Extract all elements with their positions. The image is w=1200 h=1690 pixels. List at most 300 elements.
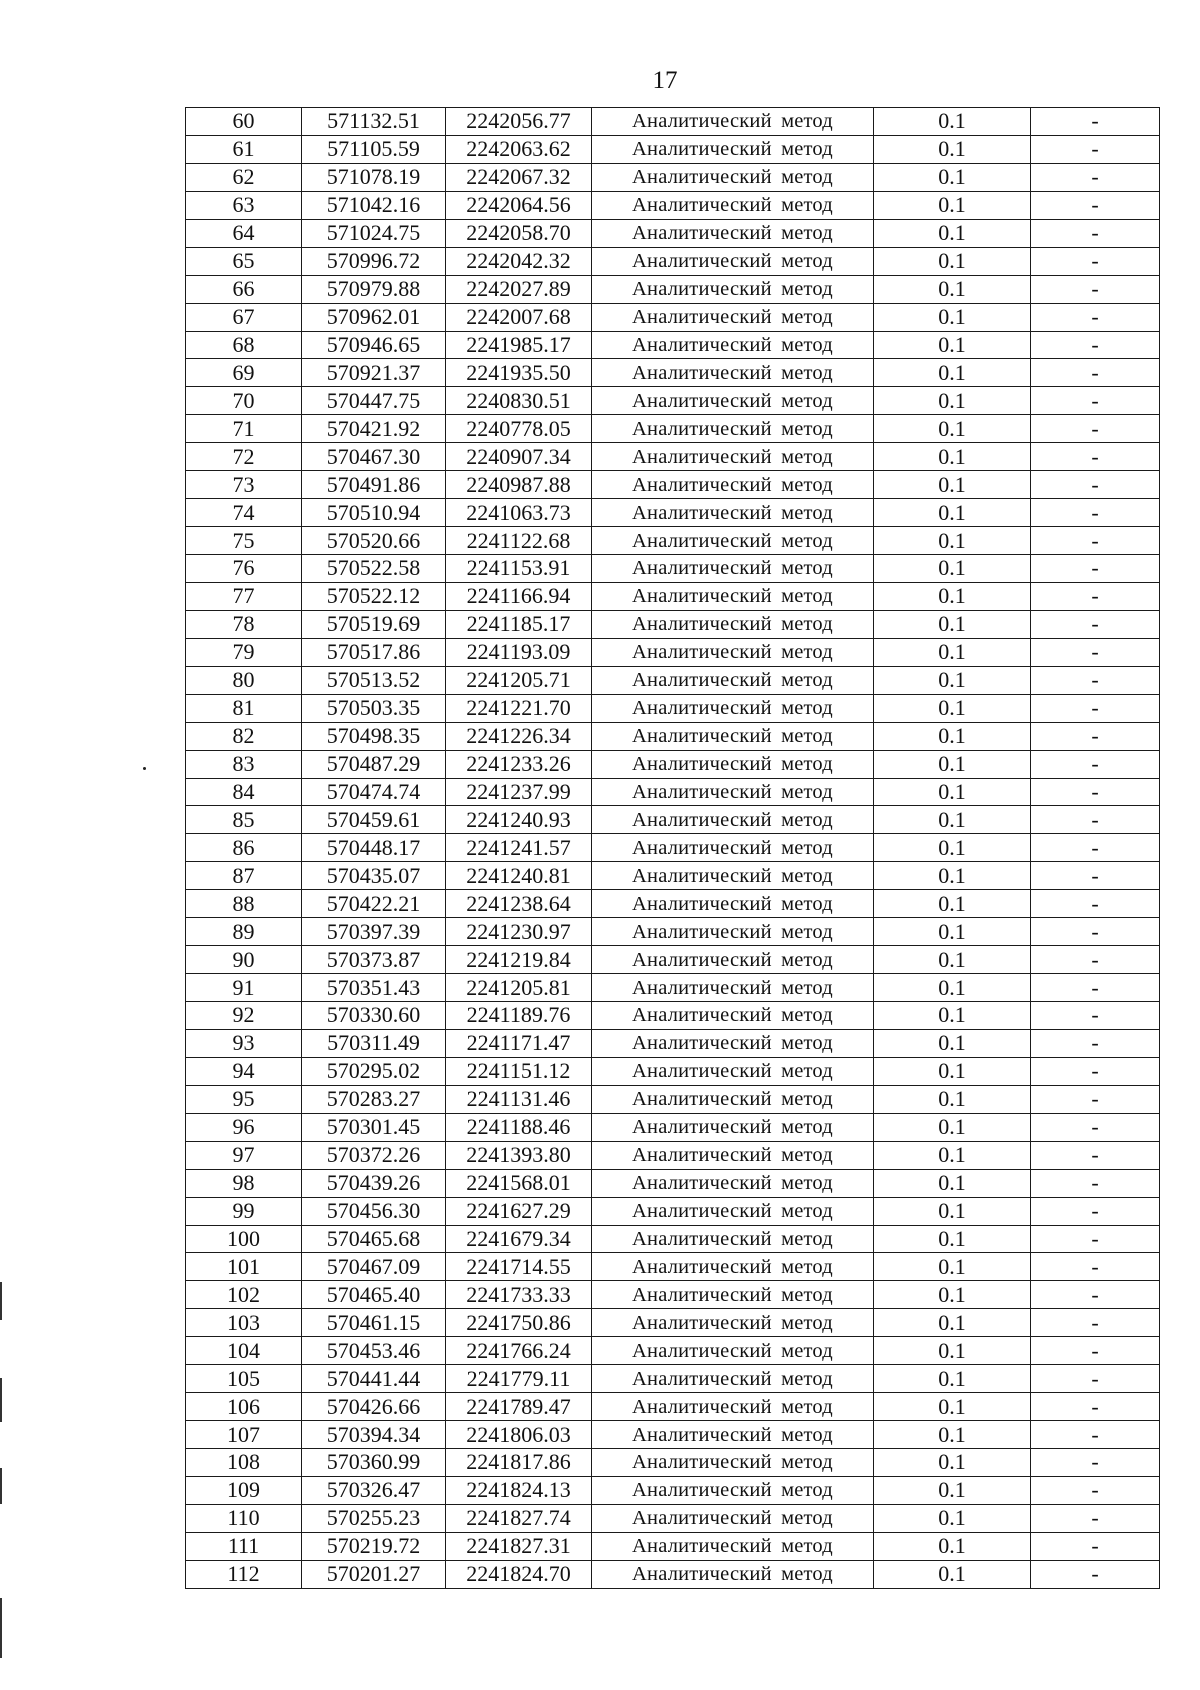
table-row <box>186 1393 1160 1421</box>
accuracy-cell: 0.1 <box>874 135 1031 163</box>
table-row <box>186 1197 1160 1225</box>
accuracy-cell: 0.1 <box>874 359 1031 387</box>
extra-cell: - <box>1031 666 1160 694</box>
point-number-cell: 64 <box>186 219 302 247</box>
accuracy-cell: 0.1 <box>874 918 1031 946</box>
table-row <box>186 1085 1160 1113</box>
accuracy-cell: 0.1 <box>874 946 1031 974</box>
x-coordinate-cell: 571105.59 <box>302 135 446 163</box>
x-coordinate-cell: 570467.30 <box>302 443 446 471</box>
accuracy-cell: 0.1 <box>874 1560 1031 1588</box>
x-coordinate-cell: 570465.68 <box>302 1225 446 1253</box>
y-coordinate-cell: 2241985.17 <box>446 331 592 359</box>
point-number-cell: 98 <box>186 1169 302 1197</box>
y-coordinate-cell: 2241230.97 <box>446 918 592 946</box>
x-coordinate-cell: 570422.21 <box>302 890 446 918</box>
y-coordinate-cell: 2241935.50 <box>446 359 592 387</box>
method-cell: Аналитический метод <box>592 1029 874 1057</box>
point-number-cell: 69 <box>186 359 302 387</box>
x-coordinate-cell: 570295.02 <box>302 1057 446 1085</box>
accuracy-cell: 0.1 <box>874 108 1031 136</box>
method-cell: Аналитический метод <box>592 1002 874 1030</box>
table-row <box>186 750 1160 778</box>
x-coordinate-cell: 571132.51 <box>302 108 446 136</box>
y-coordinate-cell: 2241393.80 <box>446 1141 592 1169</box>
extra-cell: - <box>1031 1141 1160 1169</box>
x-coordinate-cell: 570330.60 <box>302 1002 446 1030</box>
y-coordinate-cell: 2241733.33 <box>446 1281 592 1309</box>
x-coordinate-cell: 570459.61 <box>302 806 446 834</box>
x-coordinate-cell: 570519.69 <box>302 610 446 638</box>
accuracy-cell: 0.1 <box>874 499 1031 527</box>
accuracy-cell: 0.1 <box>874 750 1031 778</box>
y-coordinate-cell: 2241238.64 <box>446 890 592 918</box>
point-number-cell: 100 <box>186 1225 302 1253</box>
table-row <box>186 331 1160 359</box>
accuracy-cell: 0.1 <box>874 555 1031 583</box>
point-number-cell: 110 <box>186 1504 302 1532</box>
x-coordinate-cell: 570503.35 <box>302 694 446 722</box>
x-coordinate-cell: 570372.26 <box>302 1141 446 1169</box>
y-coordinate-cell: 2242067.32 <box>446 163 592 191</box>
table-row <box>186 275 1160 303</box>
point-number-cell: 93 <box>186 1029 302 1057</box>
x-coordinate-cell: 570301.45 <box>302 1113 446 1141</box>
extra-cell: - <box>1031 1309 1160 1337</box>
accuracy-cell: 0.1 <box>874 163 1031 191</box>
table-row <box>186 1337 1160 1365</box>
extra-cell: - <box>1031 275 1160 303</box>
x-coordinate-cell: 570474.74 <box>302 778 446 806</box>
method-cell: Аналитический метод <box>592 275 874 303</box>
accuracy-cell: 0.1 <box>874 247 1031 275</box>
x-coordinate-cell: 570487.29 <box>302 750 446 778</box>
y-coordinate-cell: 2241205.81 <box>446 974 592 1002</box>
table-row <box>186 694 1160 722</box>
y-coordinate-cell: 2241627.29 <box>446 1197 592 1225</box>
table-row <box>186 527 1160 555</box>
x-coordinate-cell: 570426.66 <box>302 1393 446 1421</box>
accuracy-cell: 0.1 <box>874 1002 1031 1030</box>
extra-cell: - <box>1031 331 1160 359</box>
extra-cell: - <box>1031 1476 1160 1504</box>
coordinates-table-body <box>186 108 1160 1589</box>
point-number-cell: 63 <box>186 191 302 219</box>
accuracy-cell: 0.1 <box>874 275 1031 303</box>
point-number-cell: 104 <box>186 1337 302 1365</box>
table-row <box>186 582 1160 610</box>
y-coordinate-cell: 2241188.46 <box>446 1113 592 1141</box>
coordinates-table <box>185 107 1160 1589</box>
x-coordinate-cell: 570435.07 <box>302 862 446 890</box>
y-coordinate-cell: 2241750.86 <box>446 1309 592 1337</box>
method-cell: Аналитический метод <box>592 1476 874 1504</box>
y-coordinate-cell: 2241679.34 <box>446 1225 592 1253</box>
accuracy-cell: 0.1 <box>874 1197 1031 1225</box>
point-number-cell: 95 <box>186 1085 302 1113</box>
table-row <box>186 1309 1160 1337</box>
y-coordinate-cell: 2241240.81 <box>446 862 592 890</box>
x-coordinate-cell: 570255.23 <box>302 1504 446 1532</box>
y-coordinate-cell: 2241568.01 <box>446 1169 592 1197</box>
x-coordinate-cell: 570996.72 <box>302 247 446 275</box>
accuracy-cell: 0.1 <box>874 1141 1031 1169</box>
method-cell: Аналитический метод <box>592 1560 874 1588</box>
extra-cell: - <box>1031 219 1160 247</box>
accuracy-cell: 0.1 <box>874 1057 1031 1085</box>
extra-cell: - <box>1031 1113 1160 1141</box>
point-number-cell: 82 <box>186 722 302 750</box>
extra-cell: - <box>1031 722 1160 750</box>
table-row <box>186 722 1160 750</box>
extra-cell: - <box>1031 890 1160 918</box>
accuracy-cell: 0.1 <box>874 1421 1031 1449</box>
extra-cell: - <box>1031 946 1160 974</box>
table-row <box>186 1113 1160 1141</box>
x-coordinate-cell: 570351.43 <box>302 974 446 1002</box>
x-coordinate-cell: 570517.86 <box>302 638 446 666</box>
table-row <box>186 1476 1160 1504</box>
point-number-cell: 105 <box>186 1365 302 1393</box>
x-coordinate-cell: 570394.34 <box>302 1421 446 1449</box>
accuracy-cell: 0.1 <box>874 974 1031 1002</box>
extra-cell: - <box>1031 1560 1160 1588</box>
point-number-cell: 66 <box>186 275 302 303</box>
y-coordinate-cell: 2241824.70 <box>446 1560 592 1588</box>
point-number-cell: 109 <box>186 1476 302 1504</box>
table-row <box>186 1421 1160 1449</box>
table-row <box>186 638 1160 666</box>
y-coordinate-cell: 2240987.88 <box>446 471 592 499</box>
y-coordinate-cell: 2242027.89 <box>446 275 592 303</box>
table-row <box>186 359 1160 387</box>
x-coordinate-cell: 571042.16 <box>302 191 446 219</box>
accuracy-cell: 0.1 <box>874 1113 1031 1141</box>
extra-cell: - <box>1031 1504 1160 1532</box>
method-cell: Аналитический метод <box>592 247 874 275</box>
x-coordinate-cell: 570283.27 <box>302 1085 446 1113</box>
point-number-cell: 72 <box>186 443 302 471</box>
table-row <box>186 1560 1160 1588</box>
extra-cell: - <box>1031 555 1160 583</box>
method-cell: Аналитический метод <box>592 555 874 583</box>
point-number-cell: 75 <box>186 527 302 555</box>
method-cell: Аналитический метод <box>592 135 874 163</box>
table-row <box>186 862 1160 890</box>
y-coordinate-cell: 2241171.47 <box>446 1029 592 1057</box>
point-number-cell: 71 <box>186 415 302 443</box>
x-coordinate-cell: 570921.37 <box>302 359 446 387</box>
extra-cell: - <box>1031 1393 1160 1421</box>
y-coordinate-cell: 2241219.84 <box>446 946 592 974</box>
point-number-cell: 84 <box>186 778 302 806</box>
y-coordinate-cell: 2241827.31 <box>446 1532 592 1560</box>
extra-cell: - <box>1031 1449 1160 1477</box>
accuracy-cell: 0.1 <box>874 303 1031 331</box>
y-coordinate-cell: 2242064.56 <box>446 191 592 219</box>
point-number-cell: 97 <box>186 1141 302 1169</box>
point-number-cell: 101 <box>186 1253 302 1281</box>
y-coordinate-cell: 2241131.46 <box>446 1085 592 1113</box>
extra-cell: - <box>1031 1253 1160 1281</box>
method-cell: Аналитический метод <box>592 1281 874 1309</box>
table-row <box>186 890 1160 918</box>
method-cell: Аналитический метод <box>592 387 874 415</box>
method-cell: Аналитический метод <box>592 527 874 555</box>
extra-cell: - <box>1031 806 1160 834</box>
method-cell: Аналитический метод <box>592 303 874 331</box>
method-cell: Аналитический метод <box>592 219 874 247</box>
table-row <box>186 1225 1160 1253</box>
y-coordinate-cell: 2240830.51 <box>446 387 592 415</box>
x-coordinate-cell: 571078.19 <box>302 163 446 191</box>
accuracy-cell: 0.1 <box>874 471 1031 499</box>
extra-cell: - <box>1031 247 1160 275</box>
x-coordinate-cell: 570510.94 <box>302 499 446 527</box>
table-row <box>186 555 1160 583</box>
point-number-cell: 70 <box>186 387 302 415</box>
y-coordinate-cell: 2241193.09 <box>446 638 592 666</box>
extra-cell: - <box>1031 1225 1160 1253</box>
extra-cell: - <box>1031 1532 1160 1560</box>
x-coordinate-cell: 570498.35 <box>302 722 446 750</box>
x-coordinate-cell: 570201.27 <box>302 1560 446 1588</box>
x-coordinate-cell: 570946.65 <box>302 331 446 359</box>
method-cell: Аналитический метод <box>592 722 874 750</box>
point-number-cell: 83 <box>186 750 302 778</box>
point-number-cell: 86 <box>186 834 302 862</box>
extra-cell: - <box>1031 638 1160 666</box>
x-coordinate-cell: 570461.15 <box>302 1309 446 1337</box>
scan-speck <box>143 767 146 770</box>
accuracy-cell: 0.1 <box>874 1337 1031 1365</box>
x-coordinate-cell: 570397.39 <box>302 918 446 946</box>
y-coordinate-cell: 2242007.68 <box>446 303 592 331</box>
point-number-cell: 61 <box>186 135 302 163</box>
point-number-cell: 85 <box>186 806 302 834</box>
table-row <box>186 191 1160 219</box>
extra-cell: - <box>1031 610 1160 638</box>
method-cell: Аналитический метод <box>592 666 874 694</box>
extra-cell: - <box>1031 1057 1160 1085</box>
binding-mark <box>0 1282 2 1320</box>
table-row <box>186 1365 1160 1393</box>
accuracy-cell: 0.1 <box>874 1393 1031 1421</box>
extra-cell: - <box>1031 974 1160 1002</box>
table-row <box>186 135 1160 163</box>
y-coordinate-cell: 2241817.86 <box>446 1449 592 1477</box>
extra-cell: - <box>1031 108 1160 136</box>
point-number-cell: 65 <box>186 247 302 275</box>
method-cell: Аналитический метод <box>592 946 874 974</box>
accuracy-cell: 0.1 <box>874 387 1031 415</box>
table-row <box>186 1504 1160 1532</box>
accuracy-cell: 0.1 <box>874 638 1031 666</box>
table-row <box>186 163 1160 191</box>
extra-cell: - <box>1031 582 1160 610</box>
x-coordinate-cell: 570360.99 <box>302 1449 446 1477</box>
y-coordinate-cell: 2241122.68 <box>446 527 592 555</box>
point-number-cell: 112 <box>186 1560 302 1588</box>
point-number-cell: 88 <box>186 890 302 918</box>
y-coordinate-cell: 2242056.77 <box>446 108 592 136</box>
y-coordinate-cell: 2241153.91 <box>446 555 592 583</box>
y-coordinate-cell: 2241241.57 <box>446 834 592 862</box>
table-row <box>186 834 1160 862</box>
binding-mark <box>0 1598 2 1658</box>
method-cell: Аналитический метод <box>592 806 874 834</box>
y-coordinate-cell: 2241205.71 <box>446 666 592 694</box>
y-coordinate-cell: 2242058.70 <box>446 219 592 247</box>
accuracy-cell: 0.1 <box>874 862 1031 890</box>
accuracy-cell: 0.1 <box>874 694 1031 722</box>
method-cell: Аналитический метод <box>592 1309 874 1337</box>
x-coordinate-cell: 570439.26 <box>302 1169 446 1197</box>
point-number-cell: 99 <box>186 1197 302 1225</box>
method-cell: Аналитический метод <box>592 1337 874 1365</box>
table-row <box>186 1532 1160 1560</box>
table-row <box>186 1449 1160 1477</box>
method-cell: Аналитический метод <box>592 1085 874 1113</box>
extra-cell: - <box>1031 750 1160 778</box>
page-number: 17 <box>652 67 678 94</box>
accuracy-cell: 0.1 <box>874 834 1031 862</box>
extra-cell: - <box>1031 527 1160 555</box>
accuracy-cell: 0.1 <box>874 778 1031 806</box>
x-coordinate-cell: 570447.75 <box>302 387 446 415</box>
y-coordinate-cell: 2241237.99 <box>446 778 592 806</box>
x-coordinate-cell: 570311.49 <box>302 1029 446 1057</box>
point-number-cell: 79 <box>186 638 302 666</box>
extra-cell: - <box>1031 1029 1160 1057</box>
point-number-cell: 77 <box>186 582 302 610</box>
accuracy-cell: 0.1 <box>874 1085 1031 1113</box>
extra-cell: - <box>1031 918 1160 946</box>
point-number-cell: 107 <box>186 1421 302 1449</box>
y-coordinate-cell: 2241166.94 <box>446 582 592 610</box>
method-cell: Аналитический метод <box>592 1421 874 1449</box>
table-row <box>186 610 1160 638</box>
method-cell: Аналитический метод <box>592 1449 874 1477</box>
method-cell: Аналитический метод <box>592 1113 874 1141</box>
method-cell: Аналитический метод <box>592 1197 874 1225</box>
accuracy-cell: 0.1 <box>874 331 1031 359</box>
method-cell: Аналитический метод <box>592 1532 874 1560</box>
x-coordinate-cell: 571024.75 <box>302 219 446 247</box>
x-coordinate-cell: 570491.86 <box>302 471 446 499</box>
accuracy-cell: 0.1 <box>874 527 1031 555</box>
point-number-cell: 80 <box>186 666 302 694</box>
extra-cell: - <box>1031 1169 1160 1197</box>
binding-mark <box>0 1468 2 1504</box>
point-number-cell: 90 <box>186 946 302 974</box>
method-cell: Аналитический метод <box>592 499 874 527</box>
table-row <box>186 1169 1160 1197</box>
extra-cell: - <box>1031 1281 1160 1309</box>
extra-cell: - <box>1031 1421 1160 1449</box>
y-coordinate-cell: 2241714.55 <box>446 1253 592 1281</box>
x-coordinate-cell: 570453.46 <box>302 1337 446 1365</box>
table-row <box>186 247 1160 275</box>
method-cell: Аналитический метод <box>592 974 874 1002</box>
table-row <box>186 1002 1160 1030</box>
table-row <box>186 666 1160 694</box>
y-coordinate-cell: 2242042.32 <box>446 247 592 275</box>
accuracy-cell: 0.1 <box>874 191 1031 219</box>
point-number-cell: 96 <box>186 1113 302 1141</box>
y-coordinate-cell: 2241189.76 <box>446 1002 592 1030</box>
accuracy-cell: 0.1 <box>874 415 1031 443</box>
x-coordinate-cell: 570522.12 <box>302 582 446 610</box>
extra-cell: - <box>1031 359 1160 387</box>
x-coordinate-cell: 570465.40 <box>302 1281 446 1309</box>
table-row <box>186 1281 1160 1309</box>
method-cell: Аналитический метод <box>592 610 874 638</box>
table-row <box>186 1141 1160 1169</box>
point-number-cell: 76 <box>186 555 302 583</box>
extra-cell: - <box>1031 135 1160 163</box>
binding-mark <box>0 1378 2 1422</box>
point-number-cell: 106 <box>186 1393 302 1421</box>
x-coordinate-cell: 570456.30 <box>302 1197 446 1225</box>
accuracy-cell: 0.1 <box>874 610 1031 638</box>
accuracy-cell: 0.1 <box>874 1281 1031 1309</box>
x-coordinate-cell: 570421.92 <box>302 415 446 443</box>
x-coordinate-cell: 570326.47 <box>302 1476 446 1504</box>
y-coordinate-cell: 2241233.26 <box>446 750 592 778</box>
table-row <box>186 778 1160 806</box>
method-cell: Аналитический метод <box>592 191 874 219</box>
extra-cell: - <box>1031 1085 1160 1113</box>
x-coordinate-cell: 570448.17 <box>302 834 446 862</box>
y-coordinate-cell: 2240907.34 <box>446 443 592 471</box>
accuracy-cell: 0.1 <box>874 1309 1031 1337</box>
y-coordinate-cell: 2241824.13 <box>446 1476 592 1504</box>
point-number-cell: 92 <box>186 1002 302 1030</box>
method-cell: Аналитический метод <box>592 1057 874 1085</box>
table-row <box>186 415 1160 443</box>
point-number-cell: 74 <box>186 499 302 527</box>
x-coordinate-cell: 570373.87 <box>302 946 446 974</box>
point-number-cell: 67 <box>186 303 302 331</box>
x-coordinate-cell: 570979.88 <box>302 275 446 303</box>
method-cell: Аналитический метод <box>592 694 874 722</box>
method-cell: Аналитический метод <box>592 778 874 806</box>
extra-cell: - <box>1031 163 1160 191</box>
x-coordinate-cell: 570522.58 <box>302 555 446 583</box>
accuracy-cell: 0.1 <box>874 1532 1031 1560</box>
y-coordinate-cell: 2241151.12 <box>446 1057 592 1085</box>
table-row <box>186 918 1160 946</box>
method-cell: Аналитический метод <box>592 163 874 191</box>
x-coordinate-cell: 570441.44 <box>302 1365 446 1393</box>
extra-cell: - <box>1031 862 1160 890</box>
accuracy-cell: 0.1 <box>874 1449 1031 1477</box>
extra-cell: - <box>1031 471 1160 499</box>
accuracy-cell: 0.1 <box>874 1476 1031 1504</box>
method-cell: Аналитический метод <box>592 750 874 778</box>
method-cell: Аналитический метод <box>592 582 874 610</box>
method-cell: Аналитический метод <box>592 1225 874 1253</box>
extra-cell: - <box>1031 387 1160 415</box>
x-coordinate-cell: 570520.66 <box>302 527 446 555</box>
table-row <box>186 1253 1160 1281</box>
table-row <box>186 974 1160 1002</box>
y-coordinate-cell: 2242063.62 <box>446 135 592 163</box>
y-coordinate-cell: 2241063.73 <box>446 499 592 527</box>
method-cell: Аналитический метод <box>592 331 874 359</box>
x-coordinate-cell: 570467.09 <box>302 1253 446 1281</box>
